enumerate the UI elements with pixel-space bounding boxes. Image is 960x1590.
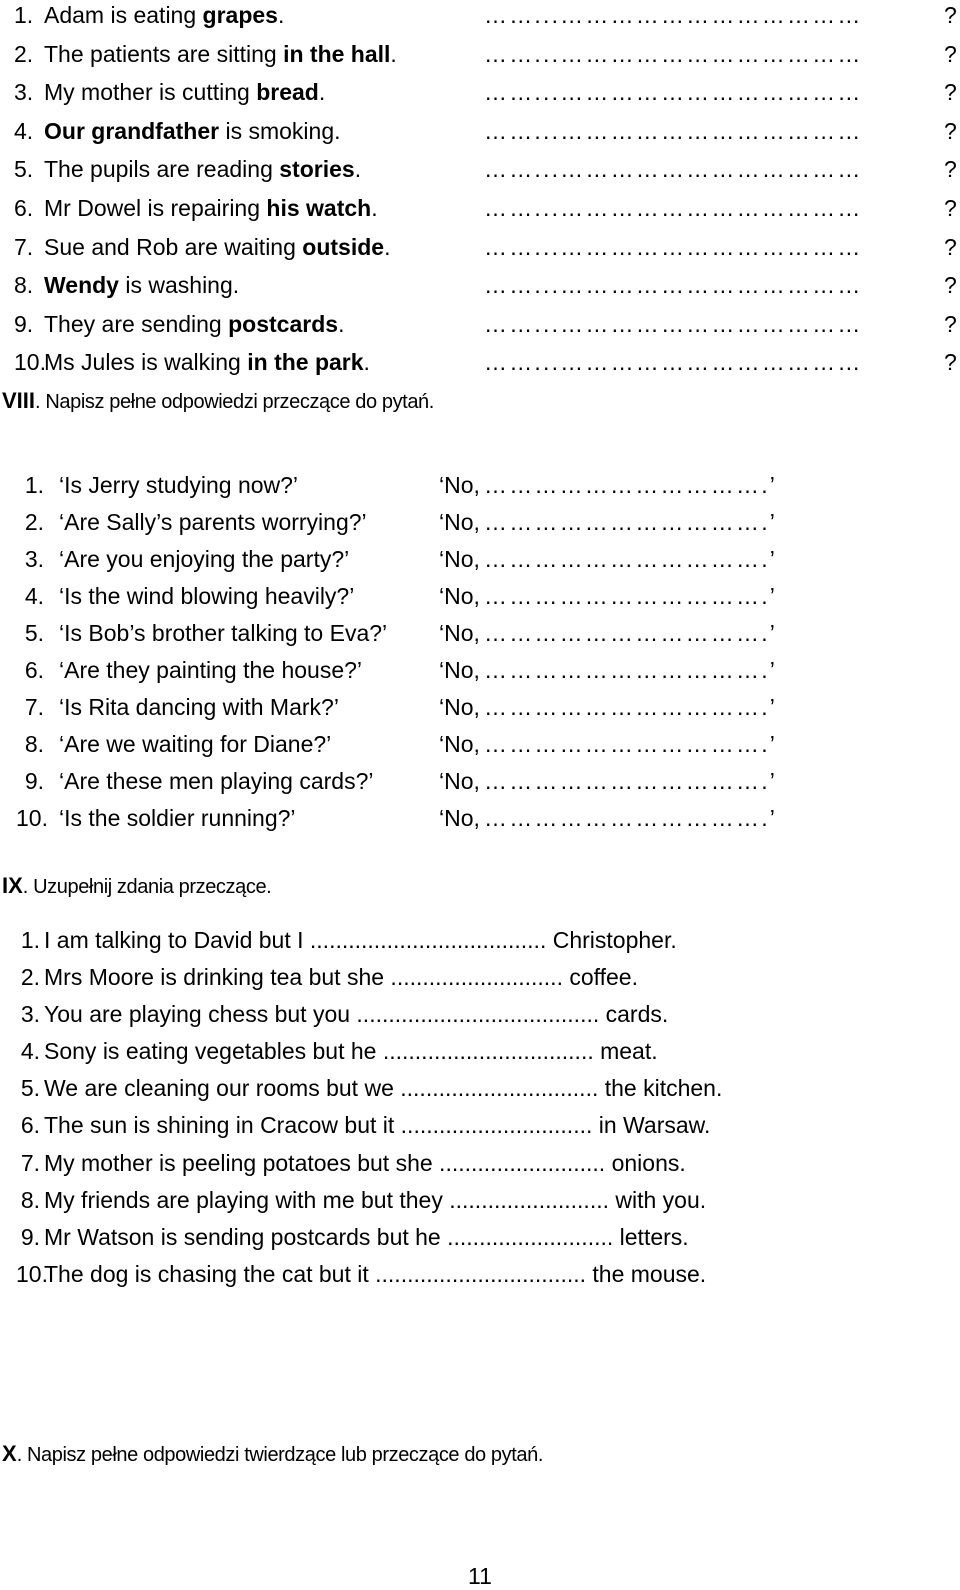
sentence-bold-part: in the hall [283,40,391,67]
question-mark: ? [944,349,957,376]
list-item [14,766,954,803]
question-text: ‘Is Jerry studying now?’ [59,472,299,498]
answer-start: ‘No, [439,731,480,757]
item-sentence [44,193,378,223]
sentence-bold-part: in the park [247,349,364,376]
answer-blank: …………………………….’ [484,805,778,831]
item-sentence [44,39,397,69]
question-mark: ? [944,40,957,67]
question-text: ‘Are they painting the house?’ [59,657,363,683]
item-number: 2. [20,964,40,991]
question-mark: ? [944,2,957,28]
item-sentence [44,0,284,30]
item-number: 1. [24,472,44,498]
answer-start: ‘No, [439,805,480,831]
item-number: 10. [16,1260,48,1287]
sentence-text: They are sending [44,310,229,337]
list-item [14,0,957,39]
list-item [14,1073,954,1110]
list-item [14,692,954,729]
sentence-text: The pupils are reading [44,156,280,183]
list-item [14,39,957,78]
question-text: ‘Are Sally’s parents worrying?’ [59,509,367,535]
sentence-bold-part: postcards [228,310,339,337]
question-mark: ? [944,117,957,144]
question-mark: ? [944,79,957,106]
page-number: 11 [468,1563,492,1589]
item-number: 1. [14,2,34,28]
list-item [14,154,957,193]
item-number: 4. [20,1038,40,1065]
answer-blank: ……...……………………………… [484,349,863,376]
section-x-heading [2,1441,543,1467]
question-mark: ? [944,156,957,183]
answer-blank: …………………………….’ [484,620,778,646]
question-text: ‘Is the soldier running?’ [59,805,296,831]
sentence-text-end: . [363,349,370,376]
question-text: ‘Are we waiting for Diane?’ [59,731,332,757]
item-number: 8. [24,731,44,757]
item-number: 2. [14,40,34,67]
sentence-text: Ms Jules is walking [44,349,248,376]
question-text: ‘Are these men playing cards?’ [59,768,374,794]
answer-blank: ……...……………………………… [484,79,863,106]
item-number: 3. [20,1001,40,1028]
list-item [14,1259,954,1296]
section-viii-instruction: . Napisz pełne odpowiedzi przeczące do pytań. [35,391,434,413]
list-item [14,999,954,1036]
answer-start: ‘No, [439,768,480,794]
section-viii-heading [2,388,434,414]
section-x-instruction: . Napisz pełne odpowiedzi twierdzące lub przeczące do pytań. [16,1444,544,1466]
sentence-text: Mrs Moore is drinking tea but she ........................... coffee. [44,964,638,991]
item-sentence [44,116,341,146]
item-number: 10. [14,349,46,376]
sentence-text-end: . [371,194,378,221]
sentence-bold-part: outside [302,233,385,260]
list-item [14,544,954,581]
list-item [14,232,957,271]
item-sentence [44,232,390,262]
item-sentence [44,347,370,377]
answer-blank: …………………………….’ [484,768,778,794]
item-number: 8. [14,272,34,299]
list-item [14,655,954,692]
question-mark: ? [944,194,957,221]
sentence-text-end: . [384,233,391,260]
list-item [14,270,957,309]
sentence-text: The dog is chasing the cat but it ................................. the mouse. [44,1260,707,1287]
sentence-text-end: is washing. [118,272,240,299]
question-mark: ? [944,310,957,337]
sentence-text-end: . [390,40,397,67]
item-number: 6. [24,657,44,683]
list-item [14,1148,954,1185]
answer-blank: …………………………….’ [484,583,778,609]
list-item [14,309,957,348]
answer-start: ‘No, [439,546,480,572]
item-number: 3. [24,546,44,572]
item-number: 5. [14,156,34,183]
item-sentence [44,270,239,300]
item-number: 2. [24,509,44,535]
sentence-text: Adam is eating [44,2,203,28]
question-mark: ? [944,233,957,260]
sentence-text-end: . [277,2,285,28]
answer-blank: ……...……………………………… [484,310,863,337]
answer-blank: ……...……………………………… [484,2,863,28]
sentence-bold-part: his watch [266,194,372,221]
sentence-text: Sue and Rob are waiting [44,233,303,260]
answer-start: ‘No, [439,472,480,498]
list-item [14,77,957,116]
list-item [14,1110,954,1147]
question-text: ‘Is Rita dancing with Mark?’ [59,694,339,720]
answer-blank: ……...……………………………… [484,156,863,183]
item-number: 7. [14,233,34,260]
section-x-roman: X [2,1441,17,1466]
answer-blank: ……...……………………………… [484,194,863,221]
sentence-bold-part: bread [256,79,319,106]
sentence-text: My friends are playing with me but they ......................... with you. [44,1186,707,1213]
sentence-text: The patients are sitting [44,40,284,67]
list-item [14,581,954,618]
sentence-text: The sun is shining in Cracow but it .............................. in Warsaw. [44,1112,711,1139]
answer-start: ‘No, [439,509,480,535]
list-item [14,193,957,232]
item-number: 3. [14,79,34,106]
list-item [14,729,954,766]
item-sentence [44,309,344,339]
answer-blank: …………………………….’ [484,731,778,757]
sentence-text-end: is smoking. [219,117,341,144]
answer-blank: …………………………….’ [484,546,778,572]
section-viii-roman: VIII [2,388,36,413]
sentence-text-end: . [354,156,362,183]
answer-start: ‘No, [439,657,480,683]
item-number: 6. [14,194,34,221]
answer-blank: …………………………….’ [484,657,778,683]
list-item [14,962,954,999]
section-ix-list [14,925,954,1296]
sentence-bold-part: stories [279,156,355,183]
sentence-text: My mother is cutting [44,79,257,106]
sentence-text-end: . [318,79,326,106]
list-item [14,116,957,155]
section-vii-list [14,0,957,386]
sentence-bold-part: grapes [202,2,278,28]
question-mark: ? [944,272,957,299]
answer-blank: ……...……………………………… [484,40,863,67]
list-item [14,618,954,655]
list-item [14,1222,954,1259]
sentence-text: We are cleaning our rooms but we ............................... the kitchen. [44,1075,723,1102]
item-number: 4. [24,583,44,609]
item-number: 5. [20,1075,40,1102]
item-sentence [44,154,361,184]
list-item [14,470,954,507]
answer-blank: ……...……………………………… [484,117,863,144]
sentence-text: Mr Dowel is repairing [44,194,267,221]
question-text: ‘Is Bob’s brother talking to Eva?’ [59,620,388,646]
item-sentence [44,77,325,107]
section-ix-heading [2,873,271,899]
answer-blank: …………………………….’ [484,694,778,720]
sentence-text: Sony is eating vegetables but he ................................. meat. [44,1038,658,1065]
question-text: ‘Are you enjoying the party?’ [59,546,350,572]
section-ix-instruction: . Uzupełnij zdania przeczące. [22,876,272,898]
sentence-text: I am talking to David but I ..................................... Christopher. [44,927,677,953]
answer-blank: …………………………….’ [484,509,778,535]
item-number: 9. [24,768,44,794]
item-number: 9. [14,310,34,337]
sentence-text-end: . [338,310,345,337]
item-number: 1. [20,927,40,953]
answer-blank: …………………………….’ [484,472,778,498]
answer-start: ‘No, [439,694,480,720]
question-text: ‘Is the wind blowing heavily?’ [59,583,355,609]
sentence-text: You are playing chess but you ...................................... cards. [44,1001,669,1028]
section-ix-roman: IX [2,873,23,898]
item-number: 6. [20,1112,40,1139]
list-item [14,347,957,386]
list-item [14,803,954,840]
answer-start: ‘No, [439,583,480,609]
item-number: 7. [20,1149,40,1176]
item-number: 5. [24,620,44,646]
item-number: 10. [16,805,48,831]
list-item [14,1185,954,1222]
item-number: 8. [20,1186,40,1213]
sentence-bold-part: Our grandfather [44,117,220,144]
answer-blank: ……...……………………………… [484,233,863,260]
list-item [14,925,954,962]
answer-blank: ……...……………………………… [484,272,863,299]
answer-start: ‘No, [439,620,480,646]
section-viii-list [14,470,954,840]
sentence-bold-part: Wendy [44,272,119,299]
sentence-text: Mr Watson is sending postcards but he .......................... letters. [44,1223,689,1250]
item-number: 9. [20,1223,40,1250]
list-item [14,1036,954,1073]
sentence-text: My mother is peeling potatoes but she .......................... onions. [44,1149,686,1176]
item-number: 7. [24,694,44,720]
item-number: 4. [14,117,34,144]
list-item [14,507,954,544]
